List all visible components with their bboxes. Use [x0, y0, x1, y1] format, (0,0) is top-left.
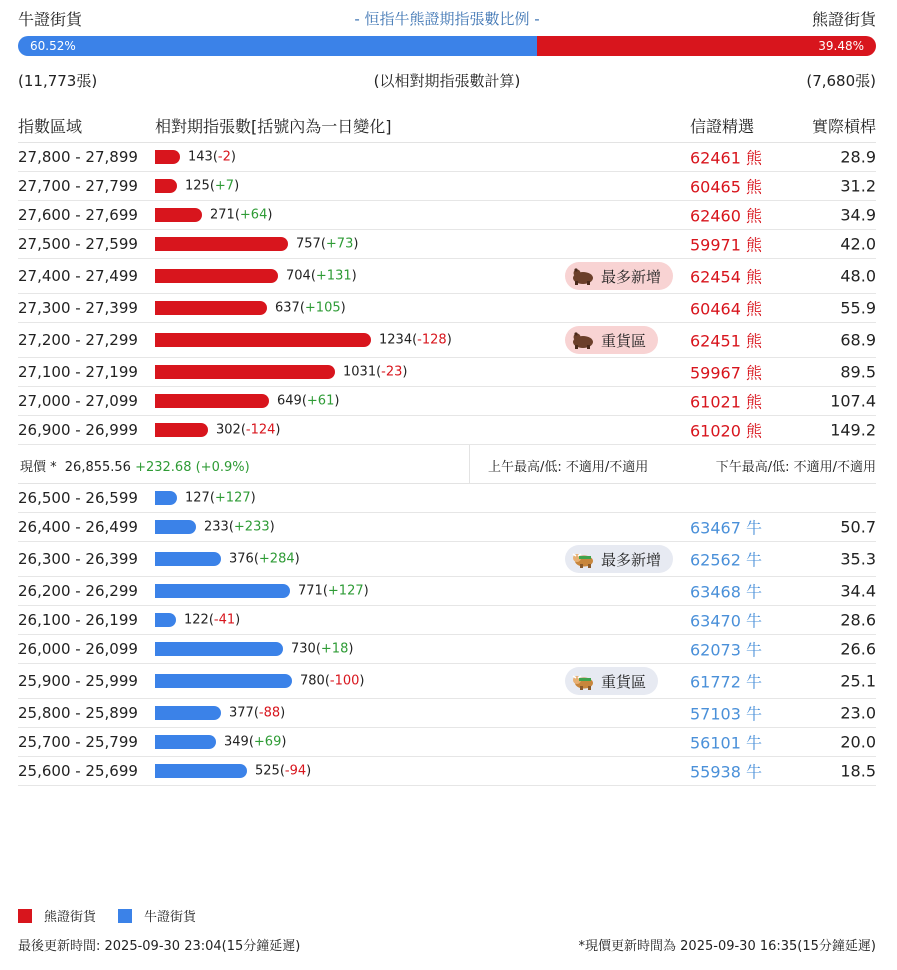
contracts-count: 525 [255, 763, 280, 779]
contracts-count: 771 [298, 583, 323, 599]
range-label: 27,400 - 27,499 [18, 267, 138, 285]
leverage-value: 28.9 [840, 147, 876, 167]
warrant-code-link[interactable]: 62073 牛 [690, 640, 762, 660]
contracts-change: -94 [284, 763, 307, 779]
table-header [18, 108, 876, 143]
range-label: 27,700 - 27,799 [18, 177, 138, 195]
warrant-code-link[interactable]: 61020 熊 [690, 421, 762, 441]
leverage-value: 23.0 [840, 703, 876, 723]
bull-legend-label: 牛證街貨 [144, 910, 197, 925]
contracts-value: 302(-124) [216, 422, 281, 438]
contracts-value: 1234(-128) [379, 332, 452, 348]
contracts-count: 649 [277, 393, 302, 409]
range-label: 26,200 - 26,299 [18, 582, 138, 600]
last-updated: 最後更新時間: 2025-09-30 23:04(15分鐘延遲) [18, 939, 301, 954]
leverage-value: 107.4 [830, 391, 876, 411]
leverage-value: 42.0 [840, 234, 876, 254]
bear-count: (7,680張) [806, 72, 876, 90]
contracts-change: +18 [320, 641, 349, 657]
warrant-code-link[interactable]: 60465 熊 [690, 177, 762, 197]
contracts-bar [155, 333, 371, 347]
contracts-count: 122 [184, 612, 209, 628]
contracts-count: 127 [185, 490, 210, 506]
contracts-bar [155, 208, 202, 222]
price-label: 現價 * [20, 460, 57, 475]
contracts-bar [155, 491, 177, 505]
contracts-bar [155, 674, 292, 688]
contracts-change: +131 [315, 268, 352, 284]
contracts-count: 1234 [379, 332, 413, 348]
contracts-bar [155, 394, 269, 408]
bull-row [18, 664, 876, 699]
leverage-value: 149.2 [830, 420, 876, 440]
contracts-change: -88 [258, 705, 281, 721]
bull-row [18, 757, 876, 786]
page-title: - 恒指牛熊證期指張數比例 - [354, 10, 540, 28]
warrant-code-link[interactable]: 59967 熊 [690, 363, 762, 383]
bull-row [18, 542, 876, 577]
leverage-value: 20.0 [840, 732, 876, 752]
contracts-count: 780 [300, 673, 325, 689]
contracts-change: +127 [327, 583, 364, 599]
pm-high-low: 下午最高/低: 不適用/不適用 [715, 460, 876, 475]
bull-legend-swatch [118, 909, 132, 923]
col-warrant: 信證精選 [690, 117, 755, 136]
bull-ratio-fill: 60.52% [18, 36, 537, 56]
bull-row [18, 484, 876, 513]
divider [469, 445, 470, 483]
contracts-change: +105 [304, 300, 341, 316]
contracts-count: 233 [204, 519, 229, 535]
price-row [18, 445, 876, 484]
warrant-code-link[interactable]: 62451 熊 [690, 331, 762, 351]
bull-icon [571, 550, 595, 568]
cbbc-panel [18, 0, 876, 786]
range-label: 26,100 - 26,199 [18, 611, 138, 629]
bear-row [18, 358, 876, 387]
warrant-code-link[interactable]: 55938 牛 [690, 762, 762, 782]
warrant-code-link[interactable]: 62461 熊 [690, 148, 762, 168]
ratio-counts [18, 64, 876, 98]
range-label: 25,800 - 25,899 [18, 704, 138, 722]
contracts-value: 780(-100) [300, 673, 365, 689]
warrant-code-link[interactable]: 62460 熊 [690, 206, 762, 226]
price-change: +232.68 (+0.9%) [135, 460, 250, 475]
bear-row [18, 143, 876, 172]
current-price [20, 456, 250, 475]
contracts-bar [155, 706, 221, 720]
bear-label: 熊證街貨 [811, 10, 876, 29]
contracts-bar [155, 179, 177, 193]
contracts-count: 1031 [343, 364, 377, 380]
contracts-count: 143 [188, 149, 213, 165]
bull-row [18, 699, 876, 728]
contracts-bar [155, 269, 278, 283]
warrant-code-link[interactable]: 63470 牛 [690, 611, 762, 631]
heavy-zone-badge [565, 667, 658, 695]
bear-row [18, 172, 876, 201]
range-label: 26,300 - 26,399 [18, 550, 138, 568]
heavy-zone-badge [565, 326, 658, 354]
contracts-value: 271(+64) [210, 207, 273, 223]
contracts-change: +61 [306, 393, 335, 409]
contracts-value: 127(+127) [185, 490, 256, 506]
badge-label: 重貨區 [601, 672, 647, 691]
leverage-value: 34.9 [840, 205, 876, 225]
contracts-value: 349(+69) [224, 734, 287, 750]
contracts-value: 730(+18) [291, 641, 354, 657]
contracts-value: 122(-41) [184, 612, 241, 628]
range-label: 27,600 - 27,699 [18, 206, 138, 224]
range-label: 27,800 - 27,899 [18, 148, 138, 166]
contracts-count: 376 [229, 551, 254, 567]
col-range: 指數區域 [18, 117, 83, 136]
contracts-bar [155, 735, 216, 749]
contracts-value: 649(+61) [277, 393, 340, 409]
bull-row [18, 606, 876, 635]
contracts-bar [155, 365, 335, 379]
contracts-bar [155, 764, 247, 778]
contracts-change: -41 [213, 612, 236, 628]
warrant-code-link[interactable]: 60464 熊 [690, 299, 762, 319]
bull-row [18, 635, 876, 664]
contracts-value: 704(+131) [286, 268, 357, 284]
bear-ratio-fill: 39.48% [537, 36, 876, 56]
contracts-bar [155, 301, 267, 315]
contracts-change: -100 [329, 673, 360, 689]
warrant-code-link[interactable]: 61021 熊 [690, 392, 762, 412]
range-label: 27,000 - 27,099 [18, 392, 138, 410]
range-label: 27,500 - 27,599 [18, 235, 138, 253]
contracts-change: +64 [239, 207, 268, 223]
bear-legend-swatch [18, 909, 32, 923]
leverage-value: 48.0 [840, 266, 876, 286]
bull-count: (11,773張) [18, 72, 98, 90]
range-label: 25,700 - 25,799 [18, 733, 138, 751]
contracts-change: -124 [245, 422, 276, 438]
bear-row [18, 259, 876, 294]
contracts-bar [155, 520, 196, 534]
warrant-code-link[interactable]: 56101 牛 [690, 733, 762, 753]
bull-row [18, 728, 876, 757]
ratio-bar [18, 36, 876, 56]
warrant-code-link[interactable]: 61772 牛 [690, 672, 762, 692]
bear-row [18, 230, 876, 259]
leverage-value: 89.5 [840, 362, 876, 382]
bear-row [18, 201, 876, 230]
bull-rows [18, 484, 876, 786]
bear-legend-label: 熊證街貨 [44, 910, 97, 925]
col-contracts: 相對期指張數[括號內為一日變化] [155, 117, 392, 136]
leverage-value: 35.3 [840, 549, 876, 569]
contracts-value: 757(+73) [296, 236, 359, 252]
bull-row [18, 577, 876, 606]
contracts-value: 771(+127) [298, 583, 369, 599]
contracts-bar [155, 584, 290, 598]
col-leverage: 實際槓桿 [811, 117, 876, 136]
range-label: 26,400 - 26,499 [18, 518, 138, 536]
contracts-value: 233(+233) [204, 519, 275, 535]
warrant-code-link[interactable]: 62454 熊 [690, 267, 762, 287]
contracts-change: -128 [417, 332, 447, 348]
contracts-bar [155, 150, 180, 164]
contracts-change: +127 [214, 490, 251, 506]
leverage-value: 55.9 [840, 298, 876, 318]
badge-label: 最多新增 [601, 550, 662, 569]
bull-row [18, 513, 876, 542]
contracts-value: 1031(-23) [343, 364, 408, 380]
bear-row [18, 323, 876, 358]
bull-icon [571, 672, 595, 690]
bear-row [18, 416, 876, 445]
bear-rows [18, 143, 876, 445]
leverage-value: 18.5 [840, 761, 876, 781]
bear-icon [571, 331, 595, 349]
contracts-bar [155, 423, 208, 437]
bear-row [18, 294, 876, 323]
leverage-value: 31.2 [840, 176, 876, 196]
ratio-note: (以相對期指張數計算) [373, 72, 521, 90]
contracts-change: -23 [381, 364, 403, 380]
contracts-count: 125 [185, 178, 210, 194]
contracts-bar [155, 237, 288, 251]
contracts-change: +73 [325, 236, 354, 252]
contracts-count: 730 [291, 641, 316, 657]
contracts-value: 637(+105) [275, 300, 346, 316]
contracts-change: -2 [217, 149, 231, 165]
contracts-bar [155, 613, 176, 627]
range-label: 27,200 - 27,299 [18, 331, 138, 349]
contracts-bar [155, 642, 283, 656]
range-label: 26,900 - 26,999 [18, 421, 138, 439]
leverage-value: 25.1 [840, 671, 876, 691]
legend [18, 906, 196, 925]
contracts-value: 125(+7) [185, 178, 240, 194]
price-updated: *現價更新時間為 2025-09-30 16:35(15分鐘延遲) [578, 939, 876, 954]
bear-icon [571, 267, 595, 285]
leverage-value: 28.6 [840, 610, 876, 630]
badge-label: 重貨區 [601, 331, 647, 350]
range-label: 26,000 - 26,099 [18, 640, 138, 658]
leverage-value: 68.9 [840, 330, 876, 350]
most-added-badge [565, 545, 673, 573]
most-added-badge [565, 262, 673, 290]
contracts-count: 757 [296, 236, 321, 252]
warrant-code-link[interactable]: 63468 牛 [690, 582, 762, 602]
badge-label: 最多新增 [601, 267, 662, 286]
contracts-count: 377 [229, 705, 254, 721]
range-label: 25,900 - 25,999 [18, 672, 138, 690]
contracts-change: +233 [233, 519, 270, 535]
price-value: 26,855.56 [64, 460, 131, 475]
contracts-count: 349 [224, 734, 249, 750]
range-label: 26,500 - 26,599 [18, 489, 138, 507]
contracts-change: +69 [253, 734, 282, 750]
contracts-value: 525(-94) [255, 763, 312, 779]
leverage-value: 26.6 [840, 639, 876, 659]
leverage-value: 50.7 [840, 517, 876, 537]
warrant-code-link[interactable]: 63467 牛 [690, 518, 762, 538]
contracts-bar [155, 552, 221, 566]
contracts-count: 704 [286, 268, 311, 284]
range-label: 25,600 - 25,699 [18, 762, 138, 780]
contracts-count: 637 [275, 300, 300, 316]
warrant-code-link[interactable]: 62562 牛 [690, 550, 762, 570]
contracts-change: +284 [258, 551, 295, 567]
contracts-count: 302 [216, 422, 241, 438]
contracts-value: 376(+284) [229, 551, 300, 567]
warrant-code-link[interactable]: 59971 熊 [690, 235, 762, 255]
leverage-value: 34.4 [840, 581, 876, 601]
range-label: 27,300 - 27,399 [18, 299, 138, 317]
ratio-header [18, 0, 876, 36]
contracts-count: 271 [210, 207, 235, 223]
contracts-change: +7 [214, 178, 235, 194]
contracts-value: 377(-88) [229, 705, 286, 721]
warrant-code-link[interactable]: 57103 牛 [690, 704, 762, 724]
contracts-value: 143(-2) [188, 149, 236, 165]
bull-label: 牛證街貨 [18, 10, 83, 29]
am-high-low: 上午最高/低: 不適用/不適用 [488, 460, 649, 475]
range-label: 27,100 - 27,199 [18, 363, 138, 381]
bear-row [18, 387, 876, 416]
